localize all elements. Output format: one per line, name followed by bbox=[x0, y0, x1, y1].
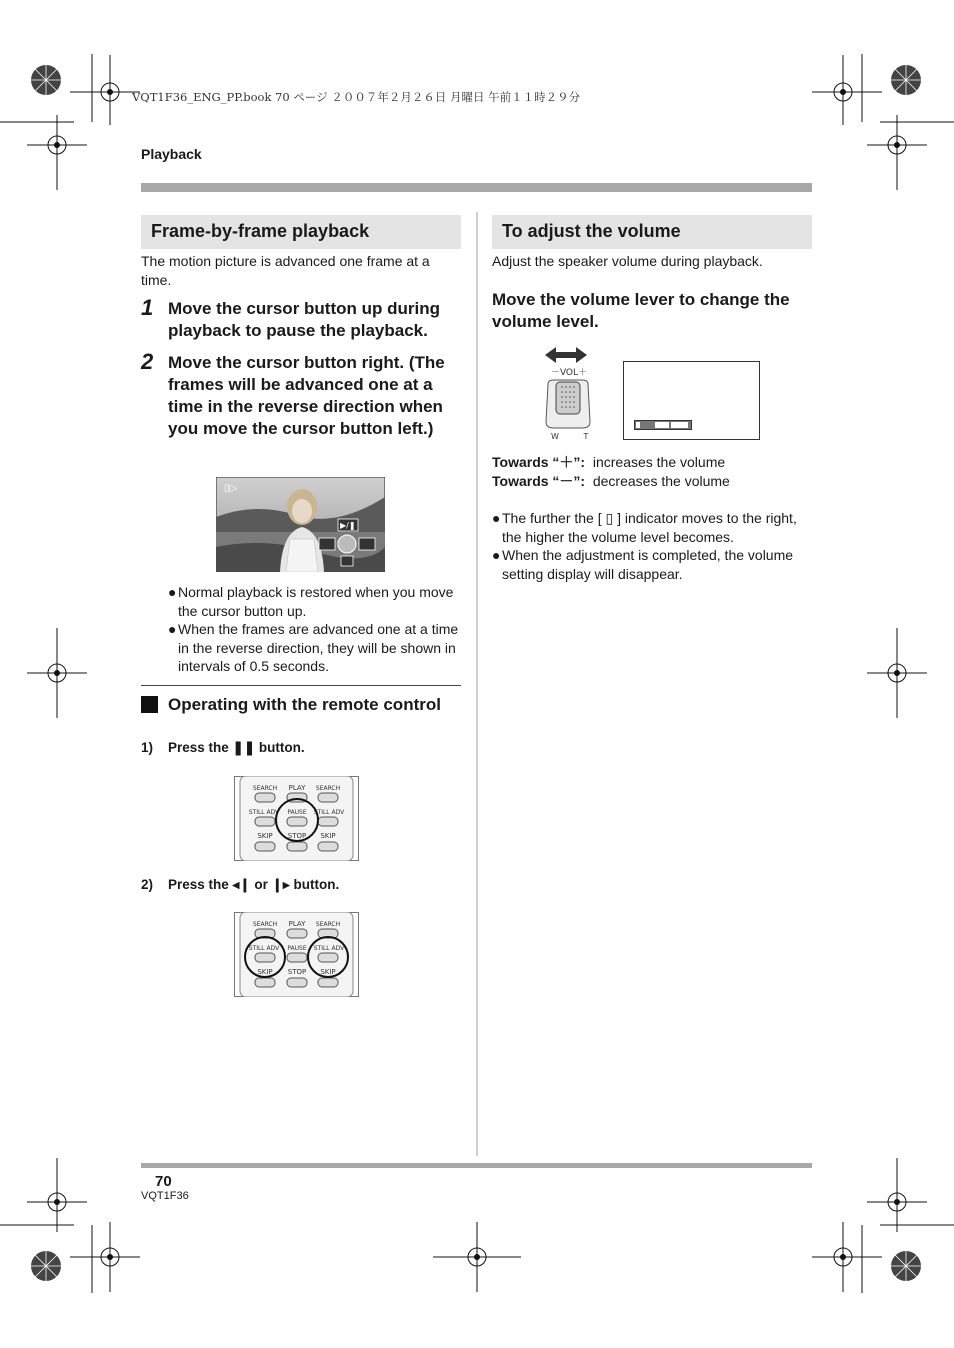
step-1-number: 1 bbox=[141, 295, 154, 320]
remote-play-label: PLAY bbox=[288, 784, 306, 792]
frame-bullets bbox=[168, 583, 462, 676]
remote-skip-label: SKIP bbox=[257, 968, 273, 976]
remote-skip-label: SKIP bbox=[257, 832, 273, 840]
volume-display-image bbox=[623, 361, 760, 440]
lever-w-label: W bbox=[551, 432, 559, 441]
towards-plus-text: increases the volume bbox=[592, 454, 726, 470]
step-2-text: Move the cursor button right. (The frames will be advanced one at a time in the reverse direction when you move the cursor button left.) bbox=[168, 353, 445, 438]
remote-search-label: SEARCH bbox=[315, 785, 341, 792]
remote-step-1-text: Press the ❚❚ button. bbox=[168, 740, 305, 755]
towards-minus-label: Towards “－”: bbox=[492, 473, 586, 489]
speaker-icon bbox=[636, 422, 640, 428]
volume-bullets bbox=[492, 509, 812, 583]
remote-step-2-number: 2) bbox=[141, 877, 154, 892]
volume-level-segment bbox=[671, 422, 688, 428]
bottom-rule bbox=[141, 1163, 812, 1168]
volume-lever-image bbox=[536, 344, 606, 444]
remote-still-adv-label: STILL ADV bbox=[313, 809, 345, 816]
remote-still-adv-label: STILL ADV bbox=[248, 809, 280, 816]
section-divider bbox=[141, 685, 461, 686]
volume-bar bbox=[634, 420, 692, 430]
svg-text:▯▷: ▯▷ bbox=[224, 483, 238, 494]
svg-text:▶/❚: ▶/❚ bbox=[340, 521, 356, 530]
frame-by-frame-heading: Frame-by-frame playback bbox=[141, 215, 461, 249]
model-code: VQT1F36 bbox=[141, 1190, 189, 1202]
vol-label: －VOL＋ bbox=[550, 368, 588, 378]
list-item: ● The further the [ ▯ ] indicator moves to the right, the higher the volume level becomes. bbox=[492, 510, 797, 545]
bullet-text: Normal playback is restored when you move the cursor button up. bbox=[178, 584, 454, 619]
remote-step-1-number: 1) bbox=[141, 740, 154, 755]
remote-search-label: SEARCH bbox=[252, 921, 278, 928]
remote-stop-label: STOP bbox=[287, 968, 307, 976]
remote-play-label: PLAY bbox=[288, 920, 306, 928]
remote-step-2-text: Press the ◂❙ or ❙▸ button. bbox=[168, 877, 340, 892]
remote-pause-label: PAUSE bbox=[287, 809, 307, 816]
towards-plus-label: Towards “＋”: bbox=[492, 454, 586, 470]
remote-still-adv-label: STILL ADV bbox=[248, 945, 280, 952]
frame-by-frame-intro: The motion picture is advanced one frame at a time. bbox=[141, 253, 430, 288]
volume-level-segment bbox=[655, 422, 669, 428]
bullet-text: The further the [ ▯ ] indicator moves to the right, the higher the volume level becomes. bbox=[502, 510, 797, 545]
remote-stop-label: STOP bbox=[287, 832, 307, 840]
towards-minus-row bbox=[492, 472, 812, 491]
volume-heading: To adjust the volume bbox=[492, 215, 812, 249]
print-header: VQT1F36_ENG_PP.book 70 ページ ２００７年２月２６日 月曜日 午前１１時２９分 bbox=[132, 90, 581, 104]
column-divider bbox=[476, 212, 478, 1156]
volume-intro: Adjust the speaker volume during playback. bbox=[492, 253, 763, 269]
remote-skip-label: SKIP bbox=[320, 832, 336, 840]
remote-skip-label: SKIP bbox=[320, 968, 336, 976]
towards-plus-row bbox=[492, 453, 812, 472]
volume-step-heading: Move the volume lever to change the volume level. bbox=[492, 290, 790, 331]
remote-control-heading: Operating with the remote control bbox=[168, 695, 441, 714]
remote-image-still-adv bbox=[234, 912, 359, 997]
section-label: Playback bbox=[141, 146, 202, 162]
step-1-text: Move the cursor button up during playback to pause the playback. bbox=[168, 299, 440, 340]
page-number: 70 bbox=[155, 1173, 172, 1190]
lever-t-label: T bbox=[583, 432, 589, 441]
remote-pause-label: PAUSE bbox=[287, 945, 307, 952]
remote-search-label: SEARCH bbox=[315, 921, 341, 928]
top-rule bbox=[141, 183, 812, 192]
list-item: ● When the adjustment is completed, the volume setting display will disappear. bbox=[492, 547, 794, 582]
towards-minus-text: decreases the volume bbox=[592, 473, 730, 489]
remote-search-label: SEARCH bbox=[252, 785, 278, 792]
bullet-text: When the frames are advanced one at a time in the reverse direction, they will be shown in intervals of 0.5 seconds. bbox=[178, 621, 459, 674]
list-item: ● Normal playback is restored when you move the cursor button up. bbox=[168, 584, 454, 619]
remote-image-pause bbox=[234, 776, 359, 861]
playback-screen-image bbox=[216, 477, 385, 572]
step-2-number: 2 bbox=[141, 349, 154, 374]
bullet-text: When the adjustment is completed, the volume setting display will disappear. bbox=[502, 547, 794, 582]
remote-still-adv-label: STILL ADV bbox=[313, 945, 345, 952]
list-item: ● When the frames are advanced one at a time in the reverse direction, they will be shown in intervals of 0.5 seconds. bbox=[168, 621, 459, 674]
black-square-icon bbox=[141, 696, 158, 713]
